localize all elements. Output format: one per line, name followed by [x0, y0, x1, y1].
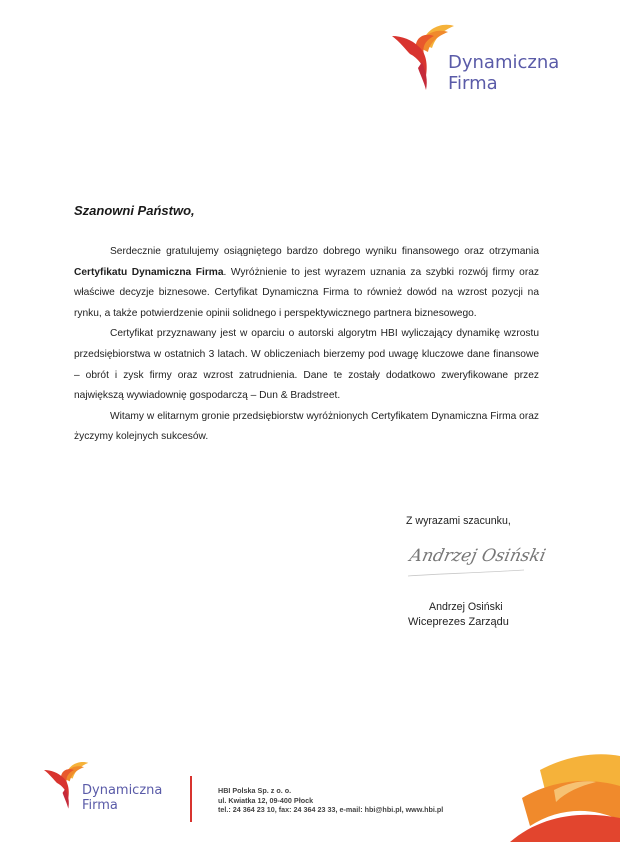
- signer-title: Wiceprezes Zarządu: [408, 616, 509, 628]
- paragraph-2: Certyfikat przyznawany jest w oparciu o autorski algorytm HBI wyliczający dynamikę wzrostu przedsiębiorstwa w ostatnich 3 latach. W obliczeniach bierzemy pod uwagę kluczowe dane finansowe – obrót i zysk firmy oraz wzrost zatrudnienia. Dane te zostały dodatkowo zweryfikowane przez największą wywiadownię gospodarczą – Dun & Bradstreet.: [74, 328, 539, 402]
- footer-brand-name: [82, 783, 162, 813]
- paragraph-1: [74, 242, 539, 324]
- footer-street: ul. Kwiatka 12, 09-400 Płock: [218, 795, 314, 805]
- corner-wave-decoration: [500, 750, 620, 842]
- letter-body: [74, 242, 539, 448]
- brand-line2: Firma: [448, 73, 498, 94]
- footer-logo: [44, 760, 184, 820]
- paragraph-1-end: . Wyróżnienie to jest wyrazem uznania za szybki rozwój firmy oraz właściwe decyzje biznesowe. Certyfikat Dynamiczna Firma to również dowód na wzrost pozycji na rynku, a także potwierdzenie opinii solidnego i perspektywicznego partnera biznesowego.: [74, 266, 539, 319]
- paragraph-1-start: Serdecznie gratulujemy osiągniętego bardzo dobrego wyniku finansowego oraz otrzymania: [110, 246, 539, 257]
- signer-name: Andrzej Osiński: [429, 601, 503, 613]
- signature-script: Andrzej Osiński: [407, 546, 548, 566]
- footer-divider: [190, 776, 192, 822]
- footer-brand-line1: Dynamiczna: [82, 783, 163, 798]
- brand-line1: Dynamiczna: [448, 52, 560, 73]
- handwritten-signature: [404, 540, 548, 584]
- footer-address: [218, 786, 443, 815]
- footer-company: HBI Polska Sp. z o. o.: [218, 786, 292, 795]
- paragraph-1-bold: Certyfikatu Dynamiczna Firma: [74, 266, 224, 278]
- footer-contact: tel.: 24 364 23 10, fax: 24 364 23 33, e-mail: hbi@hbi.pl, www.hbi.pl: [218, 805, 444, 814]
- letter-greeting: Szanowni Państwo,: [74, 203, 195, 218]
- brand-name: [448, 52, 559, 94]
- paragraph-3: Witamy w elitarnym gronie przedsiębiorstw wyróżnionych Certyfikatem Dynamiczna Firma oraz życzymy kolejnych sukcesów.: [74, 410, 539, 443]
- letter-closing: Z wyrazami szacunku,: [406, 515, 511, 527]
- wave-red: [510, 815, 620, 842]
- footer-brand-line2: Firma: [82, 798, 118, 813]
- header-logo: [392, 22, 592, 102]
